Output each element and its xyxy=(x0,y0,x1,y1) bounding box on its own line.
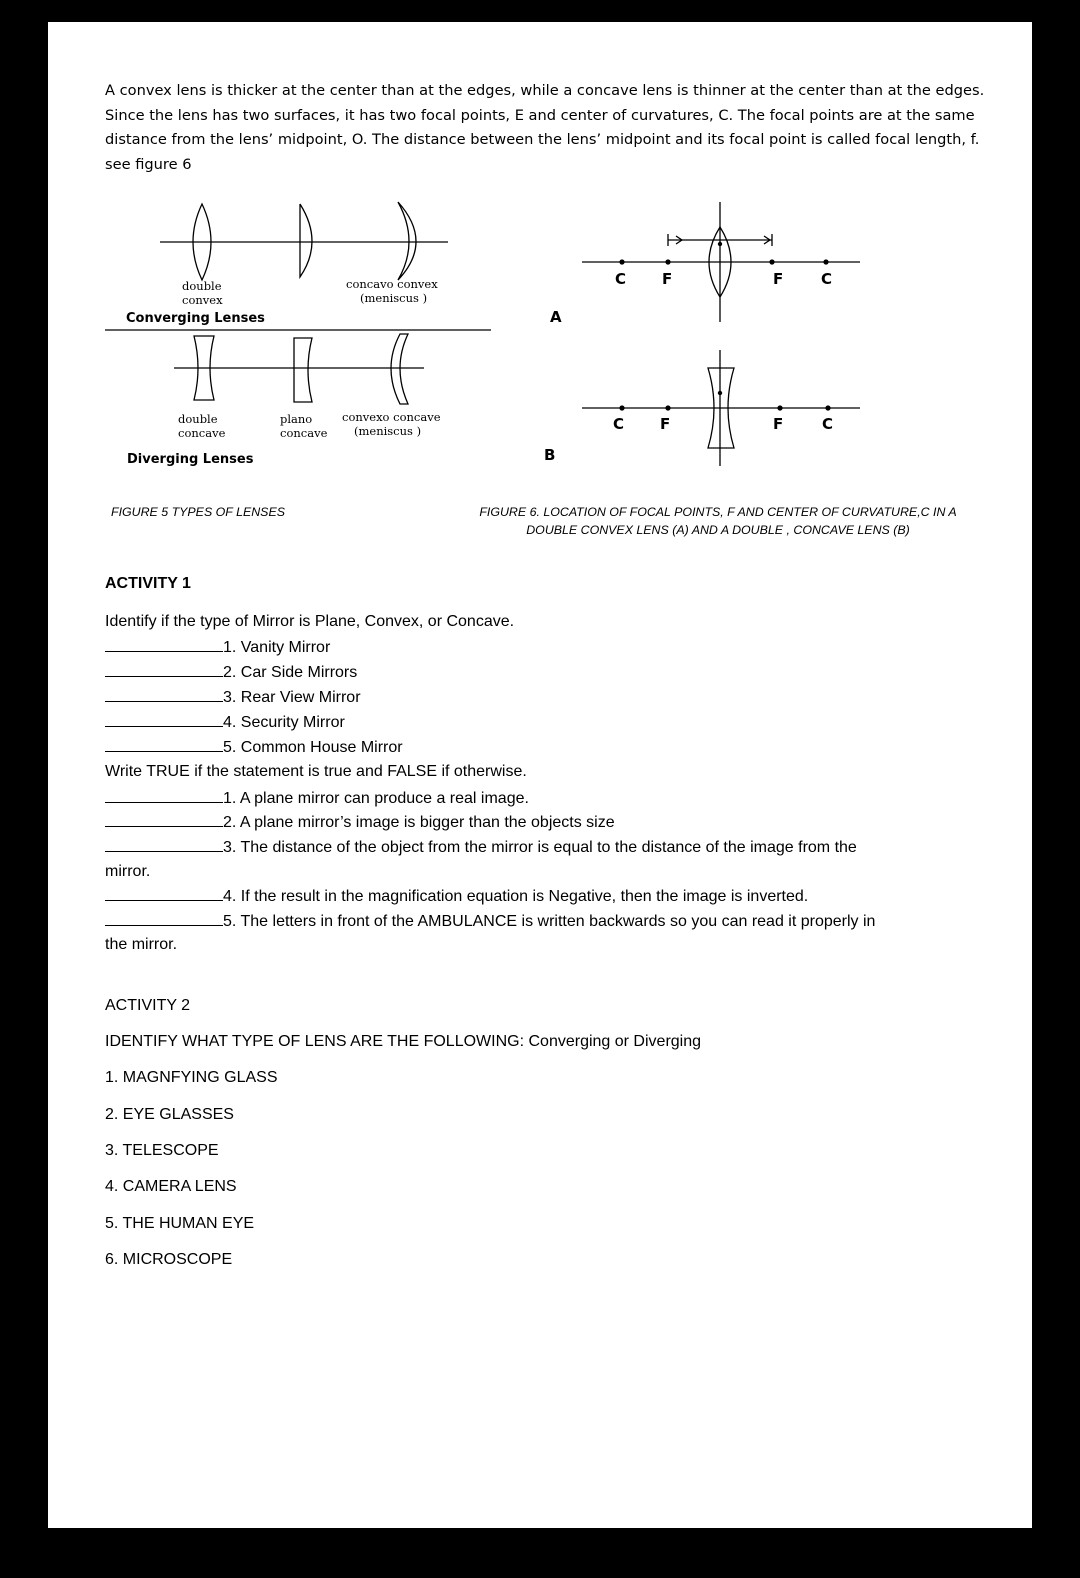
figure6-label-b: B xyxy=(544,446,556,464)
item-text: 3. Rear View Mirror xyxy=(223,689,361,706)
label-concavo-convex: concavo convex xyxy=(346,277,438,291)
tf-item-continuation: mirror. xyxy=(105,863,151,880)
point-c-dot xyxy=(823,259,828,264)
label-meniscus: (meniscus ) xyxy=(360,291,428,305)
answer-blank[interactable] xyxy=(105,812,223,827)
label-double: double xyxy=(182,279,222,293)
item-text: 5. Common House Mirror xyxy=(223,739,403,756)
convexo-concave-lens-shape xyxy=(391,334,408,404)
intro-line: A convex lens is thicker at the center than at the edges, while a concave lens is thinner at the center than at the edges. xyxy=(105,82,985,99)
label-concave: concave xyxy=(178,426,226,440)
point-label-c: C xyxy=(615,270,627,288)
answer-blank[interactable] xyxy=(105,911,223,926)
plano-concave-lens-shape xyxy=(294,338,312,402)
item-text: 2. A plane mirror’s image is bigger than the objects size xyxy=(223,814,615,831)
true-false-instruction: Write TRUE if the statement is true and FALSE if otherwise. xyxy=(105,763,527,780)
mirror-item xyxy=(105,637,330,658)
point-c-dot xyxy=(825,405,830,410)
answer-blank[interactable] xyxy=(105,737,223,752)
figure5-caption: FIGURE 5 TYPES OF LENSES xyxy=(111,505,285,519)
item-text: 2. Car Side Mirrors xyxy=(223,664,358,681)
figure6-labels xyxy=(544,270,833,464)
label-meniscus: (meniscus ) xyxy=(354,424,422,438)
answer-blank[interactable] xyxy=(105,788,223,803)
point-c-dot xyxy=(619,405,624,410)
lens-item: 2. EYE GLASSES xyxy=(105,1106,234,1123)
label-double: double xyxy=(178,412,218,426)
figure6-caption-line: DOUBLE CONVEX LENS (A) AND A DOUBLE , CONCAVE LENS (B) xyxy=(526,523,910,537)
tf-item xyxy=(105,886,808,907)
figure6-caption-line: FIGURE 6. LOCATION OF FOCAL POINTS, F AND CENTER OF CURVATURE,C IN A xyxy=(479,505,957,519)
item-text: 3. The distance of the object from the mirror is equal to the distance of the image from the xyxy=(223,839,857,856)
activity1-title: ACTIVITY 1 xyxy=(105,575,191,592)
point-label-f: F xyxy=(660,415,671,433)
plano-convex-lens-shape xyxy=(300,204,312,277)
answer-blank[interactable] xyxy=(105,886,223,901)
tf-item xyxy=(105,837,857,858)
answer-blank[interactable] xyxy=(105,837,223,852)
lens-item: 6. MICROSCOPE xyxy=(105,1251,233,1268)
item-text: 4. If the result in the magnification equation is Negative, then the image is inverted. xyxy=(223,888,809,905)
item-text: 1. A plane mirror can produce a real image. xyxy=(223,790,529,807)
answer-blank[interactable] xyxy=(105,712,223,727)
lens-item: 1. MAGNFYING GLASS xyxy=(105,1069,278,1086)
point-label-f: F xyxy=(662,270,673,288)
answer-blank[interactable] xyxy=(105,662,223,677)
activity1-instruction: Identify if the type of Mirror is Plane, Convex, or Concave. xyxy=(105,613,515,630)
figure6-label-a: A xyxy=(550,308,562,326)
lens-center-dot xyxy=(718,242,722,246)
figure5-titles xyxy=(126,311,265,467)
focal-point-dots xyxy=(619,242,833,411)
lens-item: 3. TELESCOPE xyxy=(105,1142,219,1159)
lens-item: 4. CAMERA LENS xyxy=(105,1178,237,1195)
mirror-item xyxy=(105,712,345,733)
item-text: 1. Vanity Mirror xyxy=(223,639,331,656)
tf-item-continuation: the mirror. xyxy=(105,936,178,953)
point-f-dot xyxy=(665,405,670,410)
point-f-dot xyxy=(769,259,774,264)
mirror-item xyxy=(105,737,403,758)
answer-blank[interactable] xyxy=(105,687,223,702)
figure6-caption xyxy=(448,503,988,539)
converging-lenses-title: Converging Lenses xyxy=(126,311,265,326)
concavo-convex-lens-shape xyxy=(398,202,416,280)
mirror-item xyxy=(105,662,357,683)
mirror-item xyxy=(105,687,361,708)
diverging-lenses-title: Diverging Lenses xyxy=(127,452,254,467)
tf-item xyxy=(105,911,875,932)
point-label-c: C xyxy=(821,270,833,288)
intro-line: see figure 6 xyxy=(105,155,192,173)
point-label-c: C xyxy=(822,415,834,433)
point-label-f: F xyxy=(773,415,784,433)
worksheet-page xyxy=(48,22,1032,1528)
item-text: 4. Security Mirror xyxy=(223,714,345,731)
label-convexo-concave: convexo concave xyxy=(342,410,441,424)
lens-center-dot xyxy=(718,391,722,395)
lens-figures xyxy=(48,22,1032,502)
point-c-dot xyxy=(619,259,624,264)
item-text: 5. The letters in front of the AMBULANCE is written backwards so you can read it properly in xyxy=(223,913,876,930)
lens-item: 5. THE HUMAN EYE xyxy=(105,1215,255,1232)
point-label-f: F xyxy=(773,270,784,288)
point-label-c: C xyxy=(613,415,625,433)
point-f-dot xyxy=(777,405,782,410)
tf-item xyxy=(105,812,615,833)
answer-blank[interactable] xyxy=(105,637,223,652)
intro-line: Since the lens has two surfaces, it has two focal points, E and center of curvatures, C. The focal points are at the same xyxy=(105,106,975,124)
activity2-title: ACTIVITY 2 xyxy=(105,997,191,1014)
tf-item xyxy=(105,788,529,809)
point-f-dot xyxy=(665,259,670,264)
intro-line: distance from the lens’ midpoint, O. The distance between the lens’ midpoint and its focal point is called focal length, f. xyxy=(105,131,980,148)
activity2-instruction: IDENTIFY WHAT TYPE OF LENS ARE THE FOLLOWING: Converging or Diverging xyxy=(105,1033,702,1050)
label-convex: convex xyxy=(182,293,223,307)
label-plano: plano xyxy=(280,412,313,426)
label-concave: concave xyxy=(280,426,328,440)
